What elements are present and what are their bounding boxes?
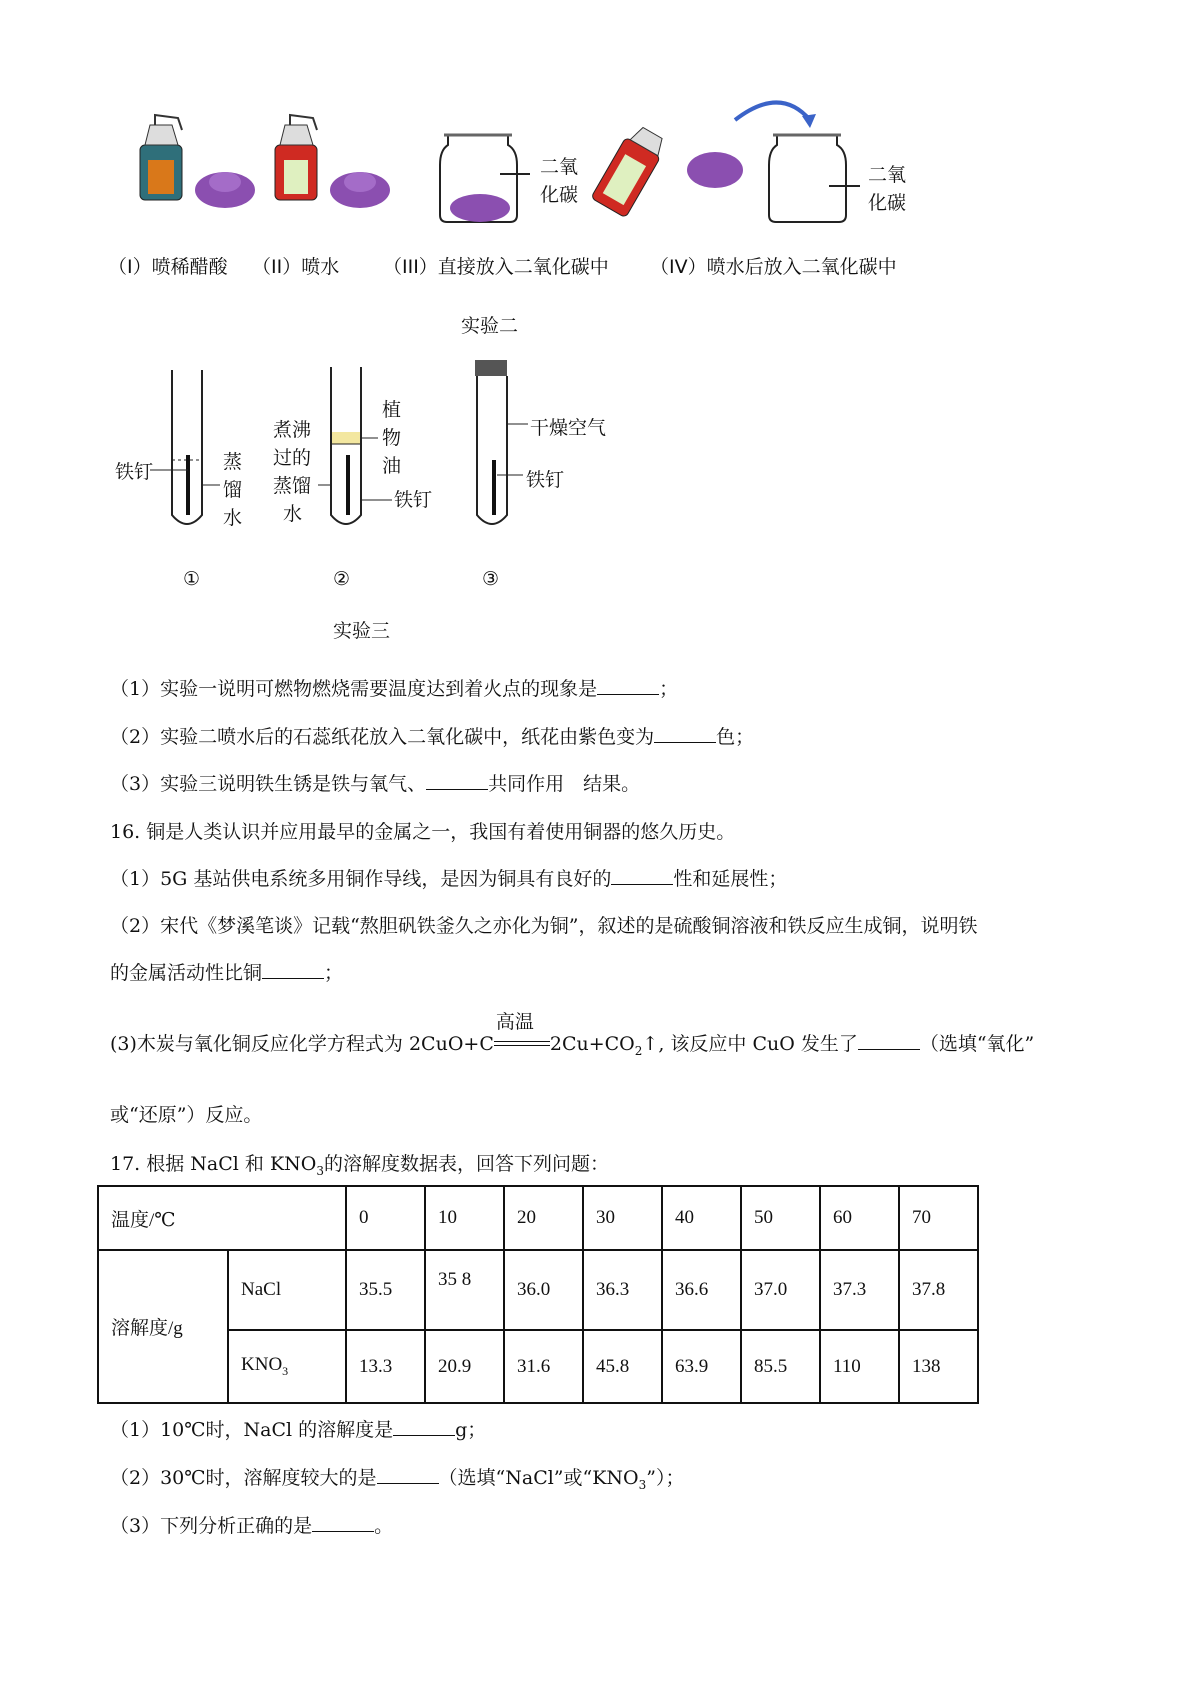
condition-text: 高温 bbox=[495, 1011, 534, 1033]
table-cell: 138 bbox=[899, 1330, 978, 1403]
table-cell: 85.5 bbox=[741, 1330, 820, 1403]
table-cell: 36.6 bbox=[662, 1250, 741, 1330]
q16-part1 bbox=[110, 864, 787, 891]
label-line: 水 bbox=[283, 503, 303, 525]
answer-blank[interactable] bbox=[312, 1530, 374, 1532]
text: 色； bbox=[716, 726, 755, 748]
co2-label: 二氧 bbox=[868, 164, 907, 186]
table-cell: 110 bbox=[820, 1330, 899, 1403]
row-header: NaCl bbox=[228, 1250, 346, 1330]
answer-blank[interactable] bbox=[597, 693, 659, 695]
text: ”）； bbox=[646, 1467, 685, 1489]
flower-icon bbox=[330, 172, 390, 208]
label-line: 过的 bbox=[273, 447, 312, 469]
dry-air-label: 干燥空气 bbox=[530, 417, 607, 439]
text: （1）10℃时，NaCl 的溶解度是 bbox=[110, 1419, 394, 1441]
spray-bottle-water-icon bbox=[275, 115, 317, 200]
caption-i: （I）喷稀醋酸 bbox=[108, 256, 228, 278]
table-cell: 36.0 bbox=[504, 1250, 583, 1330]
answer-blank[interactable] bbox=[262, 977, 324, 979]
text: ↑, 该反应中 CuO 发生了 bbox=[642, 1033, 858, 1055]
answer-blank[interactable] bbox=[426, 788, 488, 790]
nail-label: 铁钉 bbox=[526, 469, 565, 491]
caption-iv: （IV）喷水后放入二氧化碳中 bbox=[650, 256, 897, 278]
table-cell: 63.9 bbox=[662, 1330, 741, 1403]
table-cell: 50 bbox=[741, 1186, 820, 1250]
q16-stem: 16. 铜是人类认识并应用最早的金属之一，我国有着使用铜器的悠久历史。 bbox=[110, 821, 736, 843]
subscript: 3 bbox=[638, 1477, 647, 1492]
nail-label: 铁钉 bbox=[115, 461, 154, 483]
tube-number: ① bbox=[183, 568, 201, 590]
text: 的溶解度数据表，回答下列问题： bbox=[323, 1153, 609, 1175]
table-cell: 45.8 bbox=[583, 1330, 662, 1403]
answer-blank[interactable] bbox=[377, 1482, 439, 1484]
caption-iii: （III）直接放入二氧化碳中 bbox=[383, 256, 609, 278]
text: （2）实验二喷水后的石蕊纸花放入二氧化碳中，纸花由紫色变为 bbox=[110, 726, 655, 748]
answer-blank[interactable] bbox=[611, 883, 673, 885]
test-tube-icon bbox=[150, 370, 220, 524]
answer-blank[interactable] bbox=[858, 1048, 920, 1050]
tube-number: ③ bbox=[482, 568, 500, 590]
test-tube-icon bbox=[475, 360, 528, 524]
text: （2）30℃时，溶解度较大的是 bbox=[110, 1467, 377, 1489]
label-char: 水 bbox=[223, 507, 243, 529]
caption-ii: （II）喷水 bbox=[252, 256, 340, 278]
table-cell: 40 bbox=[662, 1186, 741, 1250]
gas-jar-icon bbox=[440, 135, 530, 222]
experiment-two-title: 实验二 bbox=[461, 315, 519, 337]
equals-sign bbox=[494, 1041, 550, 1046]
reaction-condition bbox=[494, 1011, 550, 1055]
text: （1）5G 基站供电系统多用铜作导线，是因为铜具有良好的 bbox=[110, 868, 612, 890]
label-char: 油 bbox=[382, 455, 402, 477]
text: (3)木炭与氧化铜反应化学方程式为 2CuO+C bbox=[110, 1033, 494, 1055]
experiment-three-figure bbox=[0, 355, 700, 535]
text: 。 bbox=[374, 1515, 394, 1537]
table-cell: 35 8 bbox=[425, 1250, 504, 1330]
q16-part3-cont: 或“还原”）反应。 bbox=[110, 1104, 263, 1126]
text: KNO bbox=[241, 1354, 283, 1376]
experiment-two-figure bbox=[0, 90, 1000, 230]
text: ； bbox=[659, 678, 679, 700]
label-char: 物 bbox=[382, 427, 402, 449]
co2-label: 化碳 bbox=[540, 184, 579, 206]
text: ； bbox=[324, 962, 344, 984]
table-cell: 60 bbox=[820, 1186, 899, 1250]
text: （3）实验三说明铁生锈是铁与氧气、 bbox=[110, 773, 427, 795]
solubility-table bbox=[97, 1185, 979, 1404]
answer-blank[interactable] bbox=[654, 741, 716, 743]
text: （选填“NaCl”或“KNO bbox=[438, 1467, 639, 1489]
label-line: 煮沸 bbox=[273, 419, 312, 441]
table-cell: 13.3 bbox=[346, 1330, 425, 1403]
table-cell: 37.8 bbox=[899, 1250, 978, 1330]
table-cell: 20.9 bbox=[425, 1330, 504, 1403]
q15-part1 bbox=[110, 674, 678, 701]
co2-label: 二氧 bbox=[540, 156, 579, 178]
table-cell: 37.3 bbox=[820, 1250, 899, 1330]
flower-icon bbox=[687, 152, 743, 188]
arrow-icon bbox=[735, 103, 810, 121]
subscript: 2 bbox=[634, 1043, 643, 1058]
table-cell: 70 bbox=[899, 1186, 978, 1250]
q16-part3 bbox=[110, 1011, 1035, 1058]
label-char: 馏 bbox=[223, 479, 243, 501]
q17-part1 bbox=[110, 1415, 486, 1442]
table-row bbox=[98, 1186, 978, 1250]
table-cell: 31.6 bbox=[504, 1330, 583, 1403]
q16-part2-cont bbox=[110, 958, 343, 985]
subscript: 3 bbox=[282, 1363, 289, 1378]
text: 2Cu+CO bbox=[549, 1033, 635, 1055]
temp-header: 温度/℃ bbox=[98, 1186, 346, 1250]
test-tube-icon bbox=[318, 367, 392, 524]
table-row bbox=[98, 1330, 978, 1403]
q17-stem bbox=[110, 1149, 609, 1178]
table-cell: 20 bbox=[504, 1186, 583, 1250]
experiment-three-title: 实验三 bbox=[333, 620, 391, 642]
spray-bottle-tilted-icon bbox=[591, 122, 669, 217]
boiled-water-label bbox=[273, 416, 311, 528]
q15-part2 bbox=[110, 722, 754, 749]
table-cell: 36.3 bbox=[583, 1250, 662, 1330]
text: 的金属活动性比铜 bbox=[110, 962, 263, 984]
vegetable-oil-label bbox=[382, 396, 401, 480]
label-char: 植 bbox=[382, 399, 402, 421]
q15-part3 bbox=[110, 769, 640, 796]
flower-icon bbox=[195, 172, 255, 208]
text: （选填“氧化” bbox=[919, 1033, 1035, 1055]
label-line: 蒸馏 bbox=[273, 475, 312, 497]
text: （1）实验一说明可燃物燃烧需要温度达到着火点的现象是 bbox=[110, 678, 598, 700]
text: 共同作用 结果。 bbox=[488, 773, 641, 795]
q17-part3 bbox=[110, 1511, 393, 1538]
solubility-header: 溶解度/g bbox=[98, 1250, 228, 1403]
subscript: 3 bbox=[316, 1163, 324, 1178]
text: g； bbox=[455, 1419, 487, 1441]
table-cell: 35.5 bbox=[346, 1250, 425, 1330]
text: 17. 根据 NaCl 和 KNO bbox=[110, 1153, 317, 1175]
gas-jar-icon bbox=[769, 135, 860, 222]
q17-part2 bbox=[110, 1463, 685, 1492]
text: （3）下列分析正确的是 bbox=[110, 1515, 313, 1537]
co2-label: 化碳 bbox=[868, 192, 907, 214]
spray-bottle-vinegar-icon bbox=[140, 115, 182, 200]
label-char: 蒸 bbox=[223, 451, 243, 473]
table-row bbox=[98, 1250, 978, 1330]
row-header bbox=[228, 1330, 346, 1403]
text: 性和延展性； bbox=[673, 868, 788, 890]
tube-number: ② bbox=[333, 568, 351, 590]
answer-blank[interactable] bbox=[393, 1434, 455, 1436]
table-cell: 10 bbox=[425, 1186, 504, 1250]
distilled-water-label bbox=[223, 448, 242, 532]
table-cell: 37.0 bbox=[741, 1250, 820, 1330]
q16-part2: （2）宋代《梦溪笔谈》记载“熬胆矾铁釜久之亦化为铜”，叙述的是硫酸铜溶液和铁反应生成铜，说明铁 bbox=[110, 915, 978, 937]
table-cell: 0 bbox=[346, 1186, 425, 1250]
table-cell: 30 bbox=[583, 1186, 662, 1250]
nail-label: 铁钉 bbox=[394, 489, 433, 511]
